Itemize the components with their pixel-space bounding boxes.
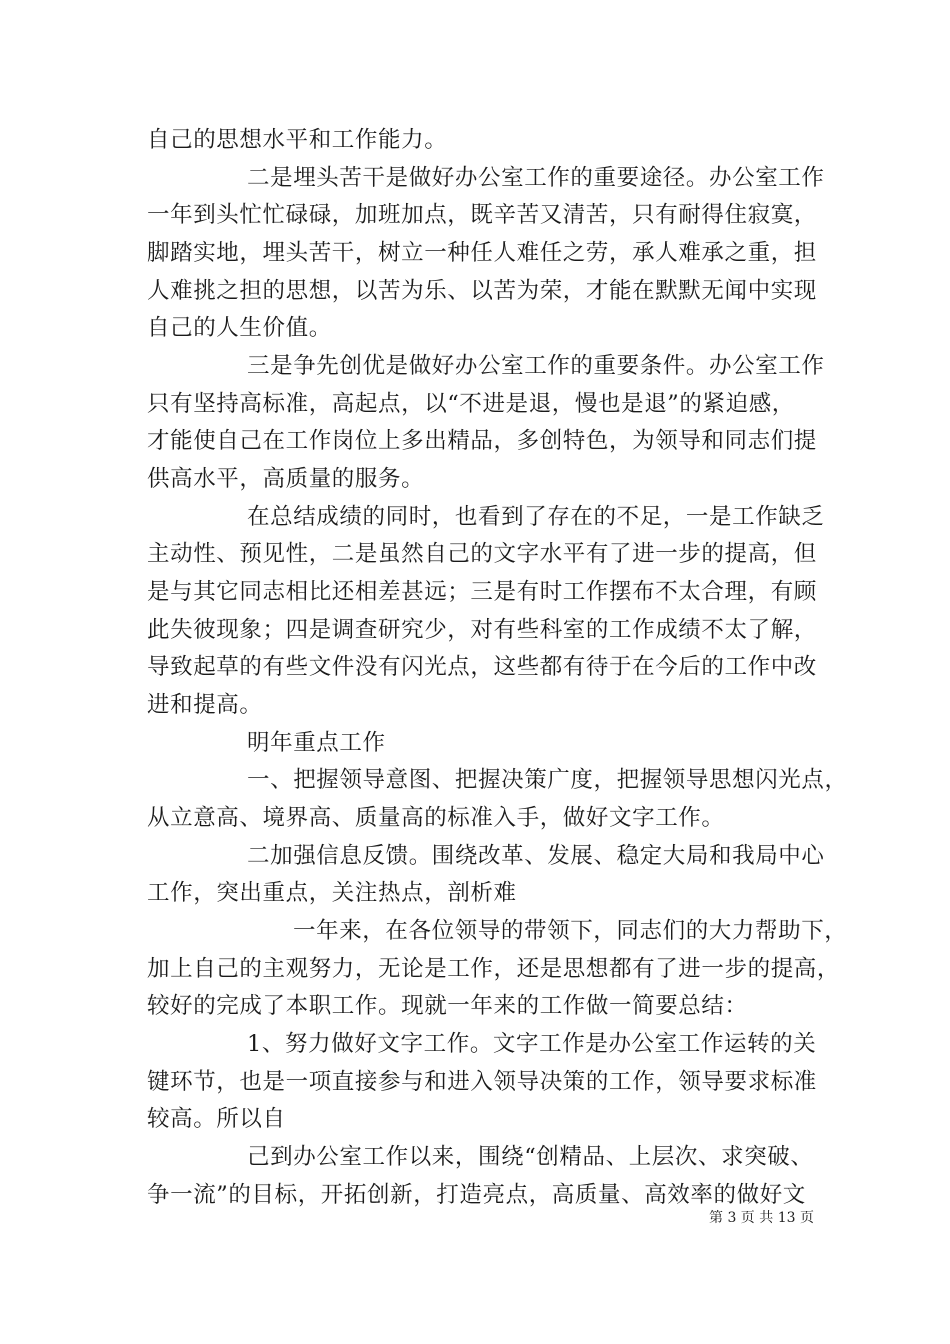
text-line: 二加强信息反馈。围绕改革、发展、稳定大局和我局中心: [247, 843, 825, 869]
text-line: 一、把握领导意图、把握决策广度，把握领导思想闪光点，: [247, 767, 848, 793]
text-line: 在总结成绩的同时，也看到了存在的不足，一是工作缺乏: [247, 504, 825, 530]
text-line: 进和提高。: [147, 692, 263, 718]
text-line: 一年到头忙忙碌碌，加班加点，既辛苦又清苦，只有耐得住寂寞，: [147, 202, 817, 228]
text-line: 键环节，也是一项直接参与和进入领导决策的工作，领导要求标准: [147, 1069, 817, 1095]
text-line: 己到办公室工作以来，围绕“创精品、上层次、求突破、: [247, 1144, 814, 1170]
text-line: 1、努力做好文字工作。文字工作是办公室工作运转的关: [247, 1031, 817, 1057]
section-heading: 明年重点工作: [247, 730, 386, 756]
text-line: 自己的思想水平和工作能力。: [147, 127, 448, 153]
page-number-footer: 第 3 页 共 13 页: [709, 1210, 814, 1226]
text-line: 是与其它同志相比还相差甚远；三是有时工作摆布不太合理，有顾: [147, 579, 817, 605]
text-line: 较高。所以自: [147, 1106, 286, 1132]
text-line: 脚踏实地，埋头苦干，树立一种任人难任之劳，承人难承之重，担: [147, 240, 817, 266]
text-line: 人难挑之担的思想，以苦为乐、以苦为荣，才能在默默无闻中实现: [147, 278, 817, 304]
text-line: 工作，突出重点，关注热点，剖析难: [147, 880, 517, 906]
text-line: 二是埋头苦干是做好办公室工作的重要途径。办公室工作: [247, 165, 825, 191]
text-line: 主动性、预见性，二是虽然自己的文字水平有了进一步的提高，但: [147, 541, 817, 567]
text-line: 一年来，在各位领导的带领下，同志们的大力帮助下，: [293, 918, 848, 944]
text-line: 较好的完成了本职工作。现就一年来的工作做一简要总结：: [147, 993, 748, 1019]
text-line: 自己的人生价值。: [147, 315, 332, 341]
text-line: 从立意高、境界高、质量高的标准入手，做好文字工作。: [147, 805, 725, 831]
text-line: 三是争先创优是做好办公室工作的重要条件。办公室工作: [247, 353, 825, 379]
text-line: 导致起草的有些文件没有闪光点，这些都有待于在今后的工作中改: [147, 654, 817, 680]
text-line: 供高水平，高质量的服务。: [147, 466, 425, 492]
text-line: 只有坚持高标准，高起点，以“不进是退，慢也是退”的紧迫感，: [147, 391, 795, 417]
text-line: 争一流”的目标，开拓创新，打造亮点，高质量、高效率的做好文: [147, 1182, 806, 1208]
text-line: 加上自己的主观努力，无论是工作，还是思想都有了进一步的提高，: [147, 956, 841, 982]
text-line: 才能使自己在工作岗位上多出精品，多创特色，为领导和同志们提: [147, 428, 817, 454]
text-line: 此失彼现象；四是调查研究少，对有些科室的工作成绩不太了解，: [147, 617, 817, 643]
